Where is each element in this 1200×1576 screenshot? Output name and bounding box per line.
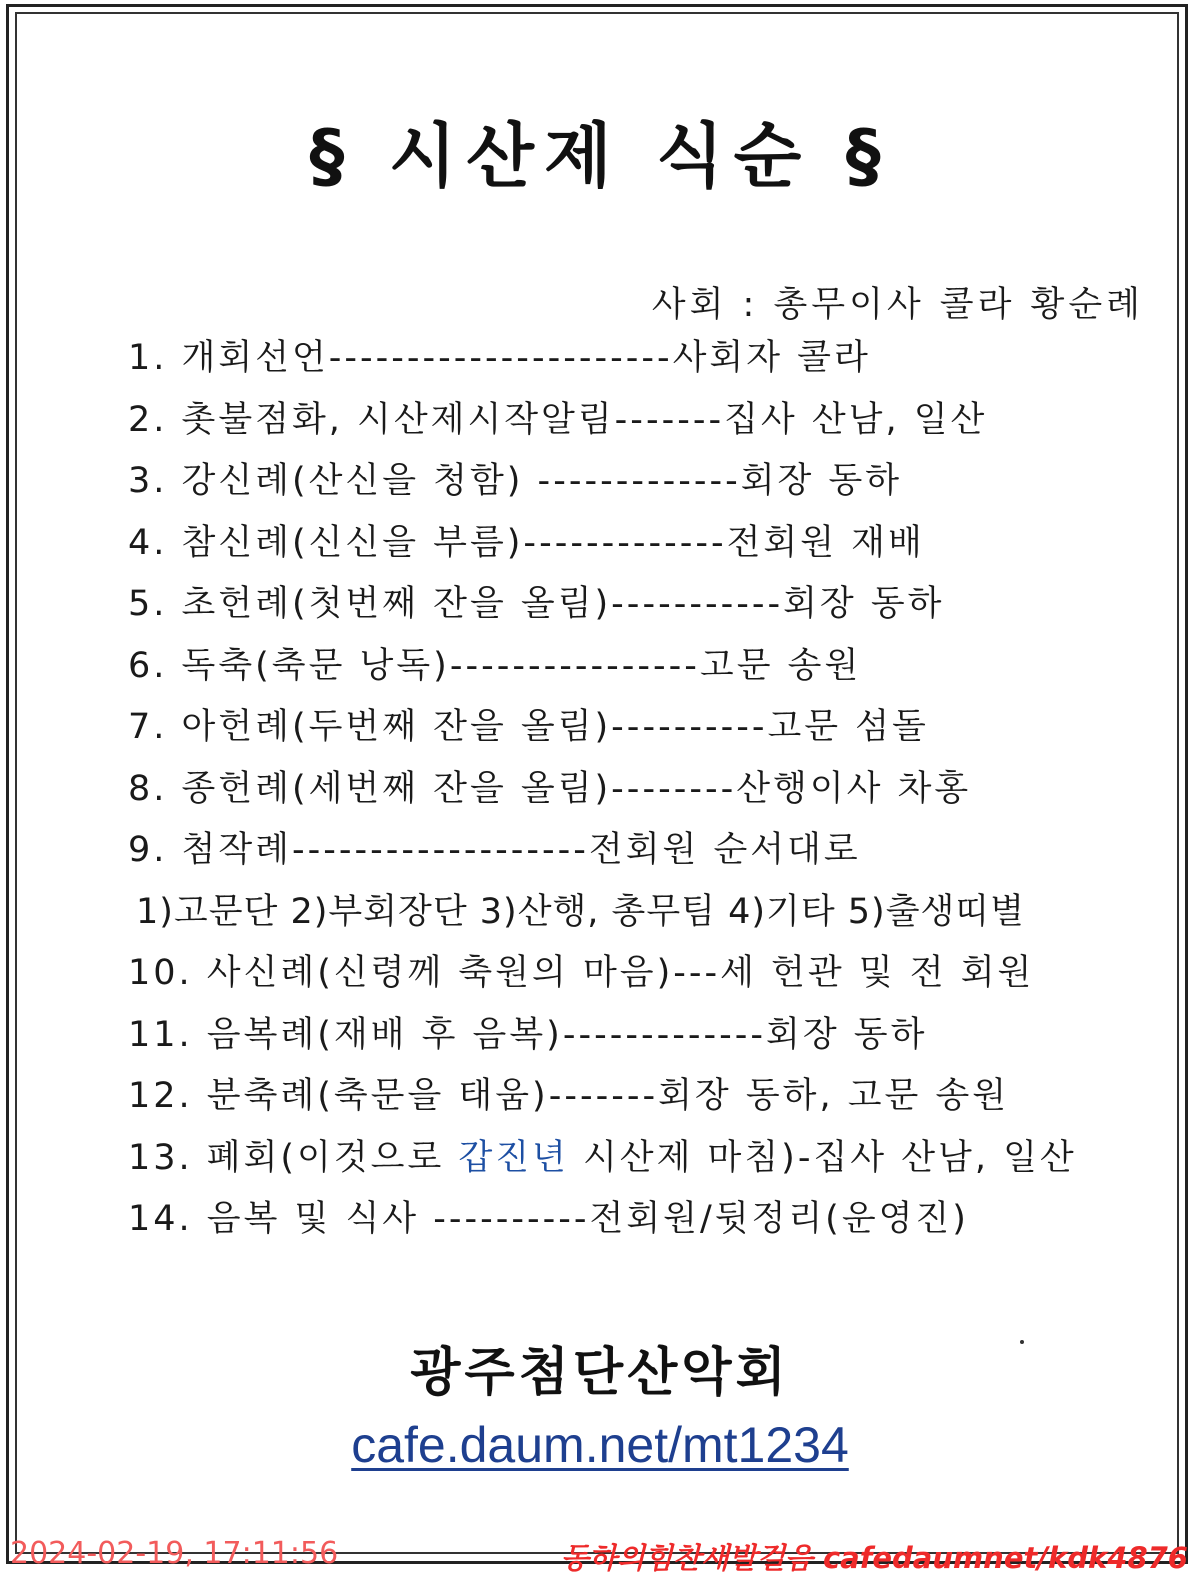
item-13-text-end: 시산제 마침)-집사 산남, 일산 [568,1137,1077,1178]
ceremony-program-list [128,328,1168,1251]
program-item-6: 6. 독축(축문 낭독)----------------고문 송원 [128,645,862,686]
document-title: § 시산제 식순 § [309,115,891,197]
item-13-text-start: 13. 폐회(이것으로 [128,1137,459,1178]
program-sub-item-order: 1)고문단 2)부회장단 3)산행, 총무팀 4)기타 5)출생띠별 [136,891,1025,932]
organization-name: 광주첨단산악회 [410,1343,790,1403]
host-line: 사회 : 총무이사 콜라 황순례 [651,285,1144,325]
program-item-7: 7. 아헌례(두번째 잔을 올림)----------고문 섬돌 [128,707,929,747]
program-item-4: 4. 참신례(신신을 부름)-------------전회원 재배 [128,522,925,563]
item-13-highlight-year: 갑진년 [458,1137,569,1178]
program-item-12: 12. 분축례(축문을 태움)-------회장 동하, 고문 송원 [128,1076,1010,1116]
program-item-11: 11. 음복례(재배 후 음복)-------------회장 동하 [128,1014,928,1055]
watermark-text: 동하의힘찬새발걸음 cafedaumnet/kdk4876 [560,1541,1188,1575]
program-item-1: 1. 개회선언----------------------사회자 콜라 [128,338,871,378]
program-item-14: 14. 음복 및 식사 ----------전회원/뒷정리(운영진) [128,1199,969,1239]
program-item-13 [128,1128,1168,1190]
program-item-8: 8. 종헌례(세번째 잔을 올림)--------산행이사 차홍 [128,768,972,809]
cafe-url-link[interactable]: cafe.daum.net/mt1234 [351,1417,849,1473]
program-item-10: 10. 사신례(신령께 축원의 마음)---세 헌관 및 전 회원 [128,953,1035,993]
photo-timestamp: 2024-02-19, 17:11:56 [10,1536,339,1571]
program-item-3: 3. 강신례(산신을 청함) -------------회장 동하 [128,461,903,501]
program-item-9: 9. 첨작례-------------------전회원 순서대로 [128,830,861,870]
program-item-5: 5. 초헌례(첫번째 잔을 올림)-----------회장 동하 [128,584,945,624]
cafe-url-container [0,1416,1200,1474]
program-item-2: 2. 촛불점화, 시산제시작알림-------집사 산남, 일산 [128,399,988,440]
